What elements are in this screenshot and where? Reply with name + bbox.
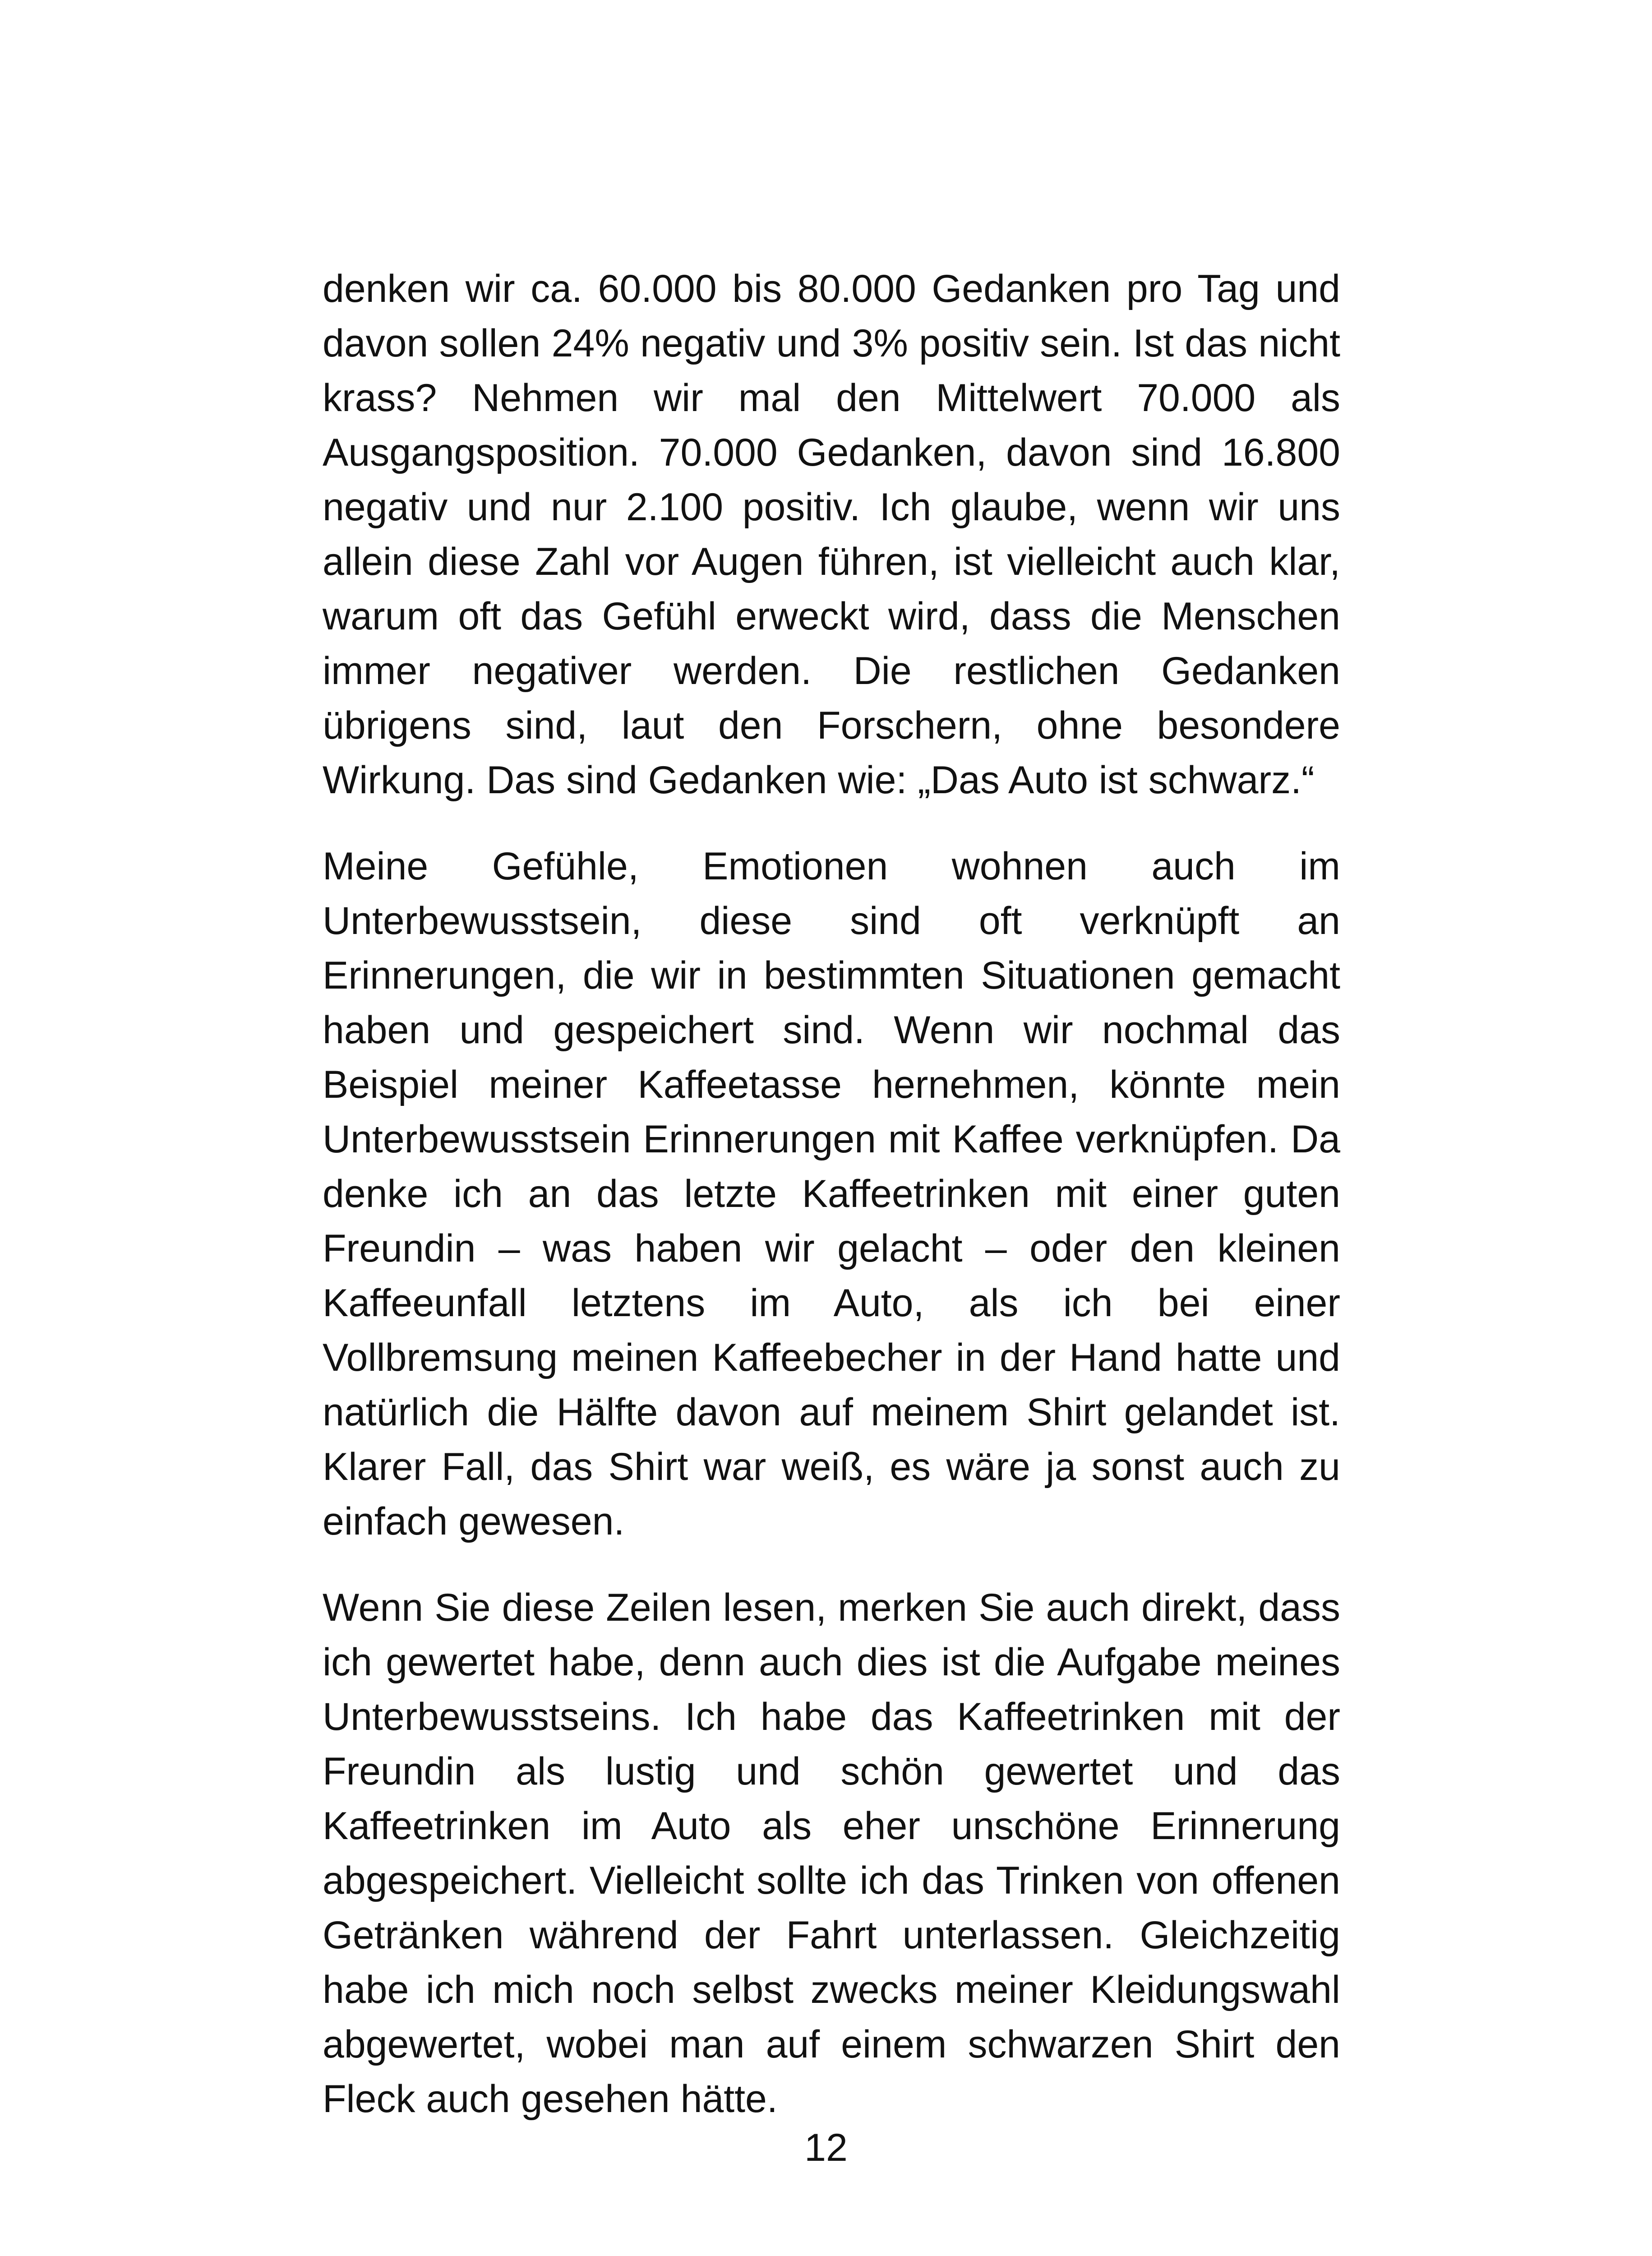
paragraph-2: Meine Gefühle, Emotionen wohnen auch im Unterbewusstsein, diese sind oft verknüpft an Erinnerungen, die wir in bestimmten Situationen gemacht haben und gespeichert sind. Wenn wir nochmal das Beispiel meiner Kaffeetasse hernehmen, könnte mein Unterbewusstsein Erinnerungen mit Kaffee verknüpfen. Da denke ich an das letzte Kaffeetrinken mit einer guten Freundin – was haben wir gelacht – oder den kleinen Kaffeeunfall letztens im Auto, als ich bei einer Vollbremsung meinen Kaffeebecher in der Hand hatte und natürlich die Hälfte davon auf meinem Shirt gelandet ist. Klarer Fall, das Shirt war weiß, es wäre ja sonst auch zu einfach gewesen. [323, 845, 1340, 1543]
paragraph-3: Wenn Sie diese Zeilen lesen, merken Sie auch direkt, dass ich gewertet habe, denn auch dies ist die Aufgabe meines Unterbewusstseins. Ich habe das Kaffeetrinken mit der Freundin als lustig und schön gewertet und das Kaffeetrinken im Auto als eher unschöne Erinnerung abgespeichert. Vielleicht sollte ich das Trinken von offenen Getränken während der Fahrt unterlassen. Gleichzeitig habe ich mich noch selbst zwecks meiner Kleidungswahl abgewertet, wobei man auf einem schwarzen Shirt den Fleck auch gesehen hätte. [323, 1586, 1340, 2121]
page-number: 12 [804, 2126, 848, 2169]
body-text [323, 262, 1340, 2127]
paragraph-1: denken wir ca. 60.000 bis 80.000 Gedanken pro Tag und davon sollen 24% negativ und 3% positiv sein. Ist das nicht krass? Nehmen wir mal den Mittelwert 70.000 als Ausgangsposition. 70.000 Gedanken, davon sind 16.800 negativ und nur 2.100 positiv. Ich glaube, wenn wir uns allein diese Zahl vor Augen führen, ist vielleicht auch klar, warum oft das Gefühl erweckt wird, dass die Menschen immer negativer werden. Die restlichen Gedanken übrigens sind, laut den Forschern, ohne besondere Wirkung. Das sind Gedanken wie: „Das Auto ist schwarz.“ [323, 267, 1340, 802]
